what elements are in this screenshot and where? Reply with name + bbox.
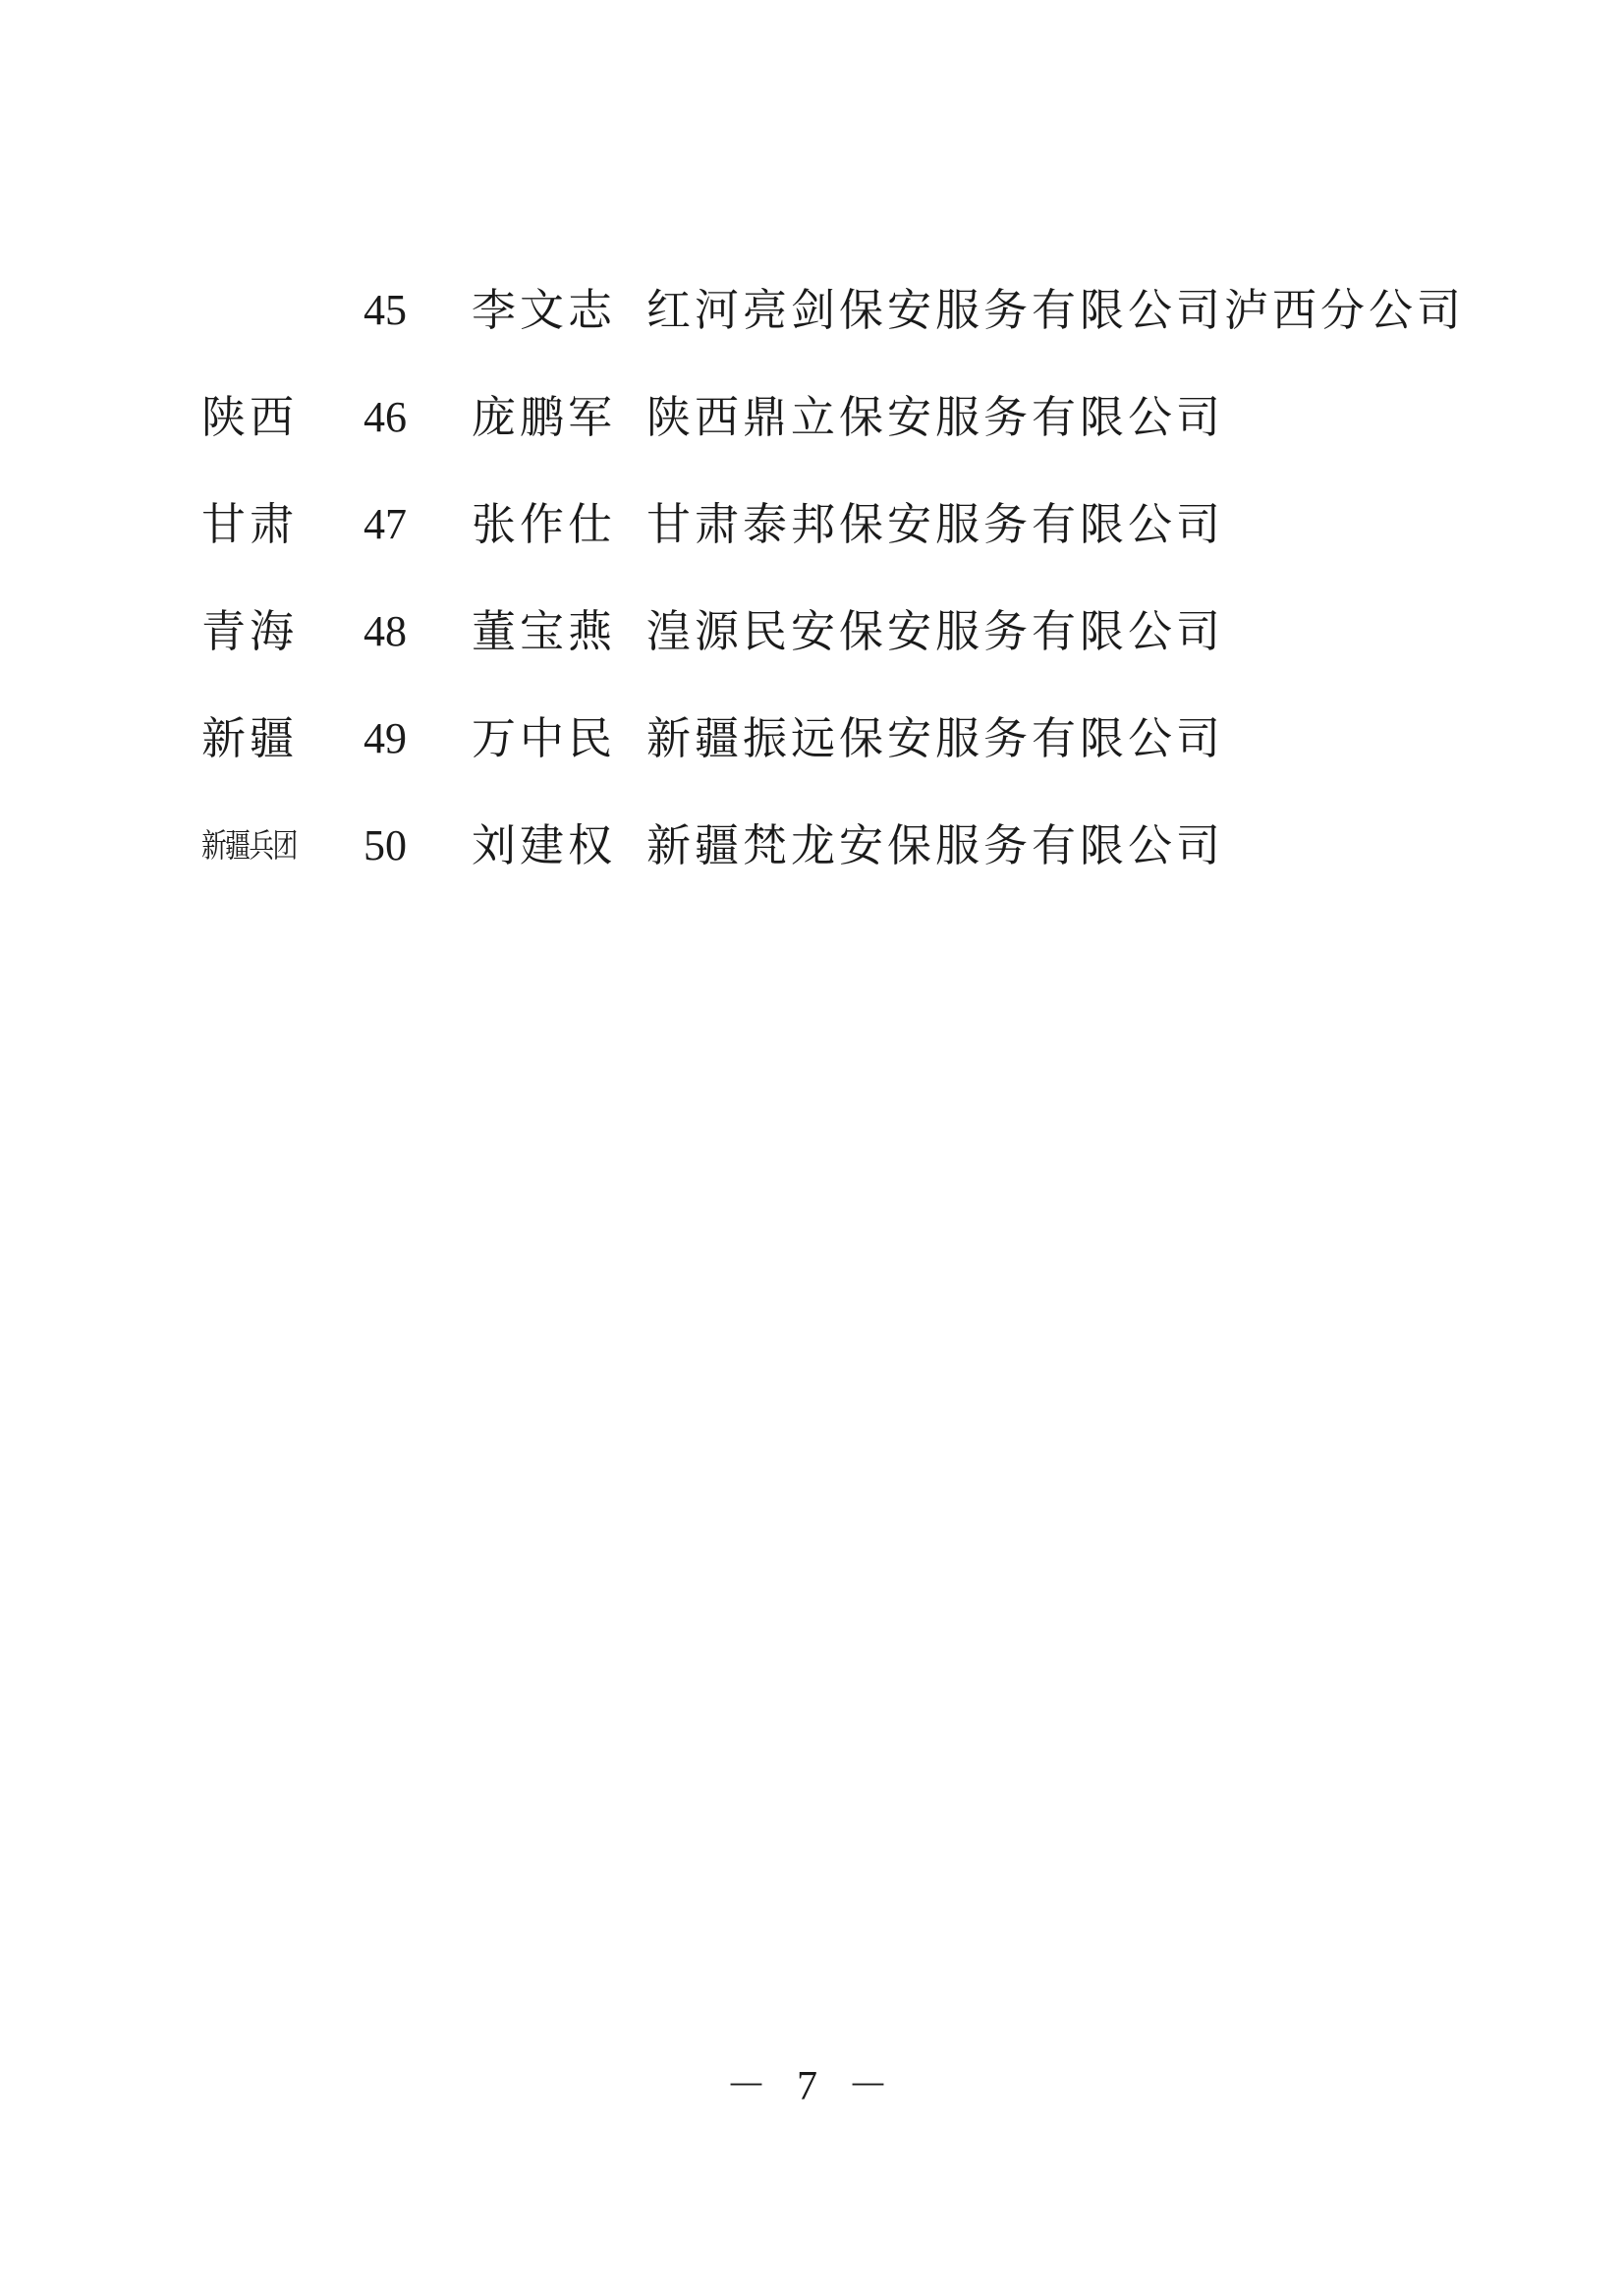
person-name: 李文志 <box>472 284 617 336</box>
region-label: 新疆 <box>201 712 299 764</box>
page-number: － 7 － <box>725 2064 899 2109</box>
list-item <box>196 816 1474 924</box>
person-name: 张作仕 <box>472 498 617 550</box>
region-label: 青海 <box>201 605 299 657</box>
person-name: 刘建权 <box>472 819 617 871</box>
list-item <box>196 281 1474 388</box>
region-label: 新疆兵团 <box>201 826 297 865</box>
region-label: 陕西 <box>201 391 299 443</box>
company-name: 甘肃泰邦保安服务有限公司 <box>646 498 1225 550</box>
person-name: 万中民 <box>472 712 617 764</box>
list-item <box>196 602 1474 709</box>
region-label: 甘肃 <box>201 498 299 550</box>
person-name: 庞鹏军 <box>472 391 617 443</box>
person-name: 董宝燕 <box>472 605 617 657</box>
list-item <box>196 388 1474 495</box>
company-name: 湟源民安保安服务有限公司 <box>646 605 1225 657</box>
company-name: 新疆振远保安服务有限公司 <box>646 712 1225 764</box>
company-name: 新疆梵龙安保服务有限公司 <box>646 819 1225 871</box>
serial-number: 46 <box>364 393 407 441</box>
serial-number: 50 <box>364 821 407 869</box>
serial-number: 48 <box>364 607 407 655</box>
serial-number: 49 <box>364 714 407 762</box>
list-item <box>196 495 1474 602</box>
company-name: 陕西鼎立保安服务有限公司 <box>646 391 1225 443</box>
company-name: 红河亮剑保安服务有限公司泸西分公司 <box>646 284 1466 336</box>
list-item <box>196 709 1474 816</box>
serial-number: 47 <box>364 500 407 548</box>
awardee-list <box>196 281 1474 924</box>
serial-number: 45 <box>364 286 407 334</box>
